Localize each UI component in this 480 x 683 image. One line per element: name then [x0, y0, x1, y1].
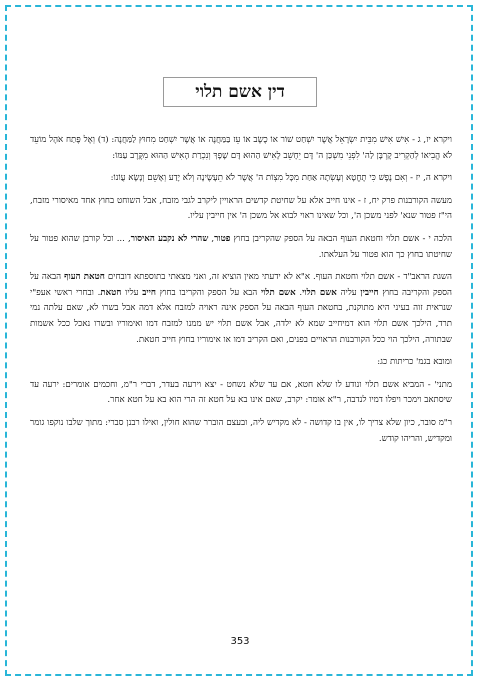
main-text: [30, 133, 452, 454]
bold-term: חייב: [142, 287, 156, 298]
paragraph-rabbi-meir: ר"מ סובר, כיון שלא צריך לו, אין בו קדושה - לא מקדיש ליה, ובעצם הוברר שהוא חולין, ואילו רבנן סברי: מתוך שלבו נוקפו גומר ומקדיש, והריהו קודש.: [30, 417, 452, 444]
paragraph-gemara-intro: ומובא בגמ' כריתות כג:: [377, 357, 452, 368]
paragraph-vayikra-17: ויקרא יז, ג - אִישׁ אִישׁ מִבֵּית יִשְׂרָאֵל אֲשֶׁר יִשְׁחַט שׁוֹר אוֹ כֶשֶׂב אוֹ עֵז בַּמַּחֲנֶה אוֹ אֲשֶׁר יִשְׁחַט מִחוּץ לַמַּחֲנֶה: (ד) וְאֶל פֶּתַח אֹהֶל מוֹעֵד לֹא הֱבִיאוֹ לְהַקְרִיב קָרְבָּן לַה' לִפְנֵי מִשְׁכַּן ה' דָּם יֵחָשֵׁב לָאִישׁ הַהוּא דָּם שָׁפָךְ וְנִכְרַת הָאִישׁ הַהוּא מִקֶּרֶב עַמּוֹ:: [30, 135, 452, 161]
paragraph-raavad: השגת הראב"ד - אשם תלוי וחטאת העוף. א"א לא ידעתי מאין הוציא זה, ואני מצאתי בתוספתא דובחים חטאת העוף הבאה על הספק והקריבה בחוץ חייבין עליה אשם תלוי. אשם תלוי הבא על הספק והקריבו בחוץ חייב עליו חטאת. ובחרי ראשי אעפ"י שנראית זוה בעיני היא מתוקנת, בחטאת העוף הבאה על הספק אינה ראויה למזבח אלא דמה אבל בשרו לא, שאם עלתה נמי תרד, הילכך אשם תלוי הוא דמיחייב שמא לא ילדה, אבל אשם תלוי יש ממנו למזבח דמו ואימוריו ובשרו נאכל ככל אשמות שבתורה, הילכך הוי ככל הקורבנות הראויים בפנים, ואם הקריב דמו או אימוריו בחוץ חייב חטאת.: [30, 272, 452, 345]
bold-term: אשם תלוי: [302, 287, 337, 298]
page-number: 353: [230, 636, 250, 647]
page-title: [163, 77, 317, 107]
paragraph-vayikra-5: ויקרא ה, יז - וְאִם נֶפֶשׁ כִּי תֶחֱטָא וְעָשְׂתָה אַחַת מִכָּל מִצְוֹת ה' אֲשֶׁר לֹא תֵעָשֶׂינָה וְלֹא יָדַע וְאָשֵׁם וְנָשָׂא עֲוֹנוֹ:: [110, 173, 452, 184]
paragraph-halacha-10: הלכה י - אשם תלוי וחטאת העוף הבאה על הספק שהקריבן בחוץ פטור, שהרי לא נקבע האיסור, ... וכל קורבן שהוא פטור על שחיטתו בחוץ כך הוא פטור על העלאתו.: [30, 233, 453, 260]
bold-term: חטאת העוף: [64, 272, 105, 283]
paragraph-mishnah: מתני' - המביא אשם תלוי ונודע לו שלא חטא, אם עד שלא נשחט - יצא וירעה בעדר, דברי ר"מ, וחכמים אומרים: ירעה עד שיסתאב וימכר ויפלו דמיו לנדבה, ר"א אומר: יקרב, שאם אינו בא על חטא זה הרי הוא בא על חטא אחר.: [30, 379, 452, 406]
bold-term: שהרי לא נקבע האיסור: [130, 233, 209, 244]
bold-term: פטור: [214, 233, 231, 244]
paragraph-maaseh-hakorbanot: מעשה הקורבנות פרק יח, ז - אינו חייב אלא על שחיטת קדשים הראויין ליקרב לגבי מזבח, אבל השוחט בחוץ אחד מאיסורי מזבח, הי"ז פטור שנא' לפני משכן ה', וכל שאינו ראוי לבוא אל משכן ה' אין חייבין עליו.: [30, 195, 452, 222]
page-title-text: דין אשם תלוי: [195, 82, 285, 102]
bold-term: אשם תלוי: [260, 287, 296, 298]
bold-term: חייבין: [360, 287, 379, 298]
bold-term: חטאת: [100, 287, 122, 298]
